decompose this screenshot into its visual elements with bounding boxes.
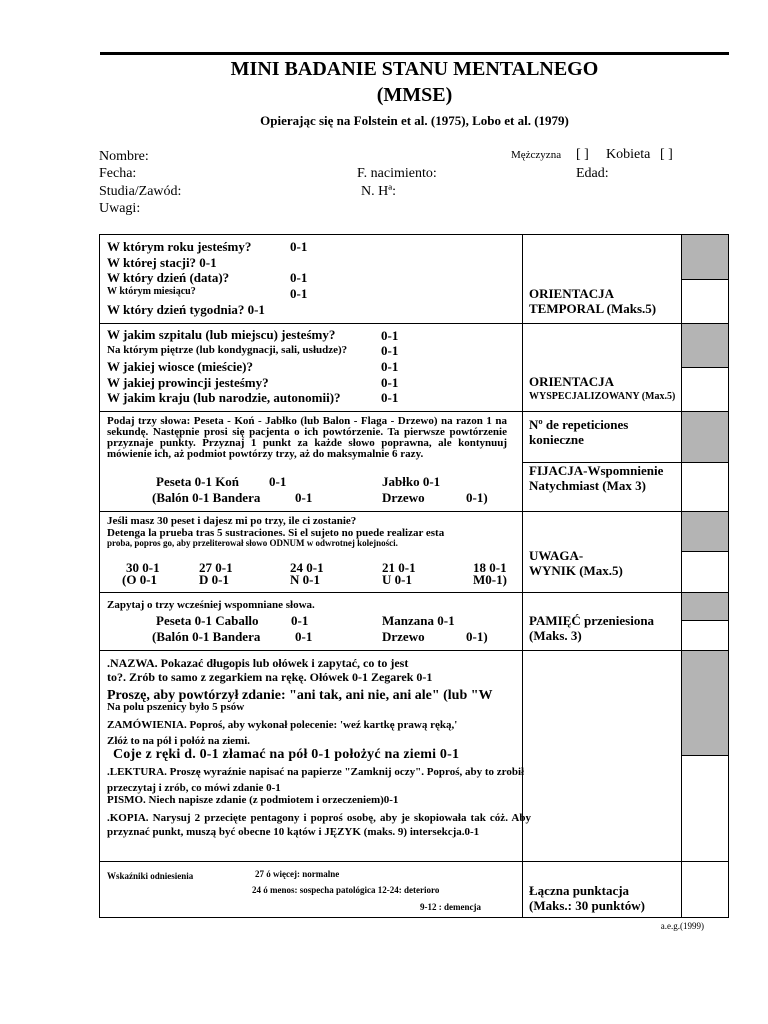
question-date: W który dzień (data)?	[107, 270, 230, 285]
memory-word-6: Drzewo	[382, 629, 425, 644]
score-box-shaded	[682, 324, 728, 367]
language-commands: ZAMÓWIENIA. Poproś, aby wykonał polecenie: 'weź kartkę prawą ręką,'	[107, 719, 458, 731]
score-box-shaded	[682, 593, 728, 620]
language-repeat-alt: Na polu pszenicy było 5 psów	[107, 701, 245, 713]
language-writing: PISMO. Niech napisze zdanie (z podmiotem i orzeczeniem)0-1	[107, 794, 399, 806]
attention-number-5: 18 0-1	[473, 560, 507, 575]
page-title: MINI BADANIE STANU MENTALNEGO	[230, 58, 599, 80]
kobieta-checkbox[interactable]: [ ]	[660, 147, 673, 162]
edad-label: Edad:	[576, 166, 609, 181]
section-label-fixation	[529, 463, 663, 493]
attention-letter-4: U 0-1	[382, 572, 412, 587]
page-title-abbrev: (MMSE)	[376, 84, 453, 106]
score-box-divider	[681, 551, 728, 552]
footer-credit: a.e.g.(1999)	[660, 921, 704, 931]
language-repeat: Proszę, aby powtórzył zdanie: "ani tak, ani nie, ani ale" (lub "W	[107, 688, 493, 703]
score-month: 0-1	[290, 286, 308, 301]
score-box-divider	[681, 279, 728, 280]
score-box-shaded	[682, 235, 728, 279]
attention-number-3: 24 0-1	[290, 560, 324, 575]
reference-label: Wskaźniki odniesienia	[107, 871, 194, 881]
mezczyzna-label: Mężczyzna	[511, 149, 562, 161]
attention-question: Jeśli masz 30 peset i dajesz mi po trzy, ile ci zostanie?	[107, 515, 357, 527]
fixation-score-6: 0-1)	[466, 490, 488, 505]
page-subtitle: Opierając się na Folstein et al. (1975), Lobo et al. (1979)	[260, 113, 569, 128]
attention-letter-2: D 0-1	[199, 572, 229, 587]
fixation-word-3: Jabłko 0-1	[382, 474, 441, 489]
language-naming-2: to?. Zrób to samo z zegarkiem na rękę. Ołówek 0-1 Zegarek 0-1	[107, 670, 433, 684]
question-month: W którym miesiącu?	[107, 286, 196, 297]
repetitions-subtitle: konieczne	[529, 432, 584, 447]
fixation-instructions: Podaj trzy słowa: Peseta - Koń - Jabłko (lub Balon - Flaga - Drzewo) na razon 1 na sekundę. Następnie prosi się pacjenta o ich powtórzenie. Ta pierwsze powtórzenie przyznaje punkty. Przyznaj 1 punkt za każde słowo poprawna, ale kontynuuj mówienie ich, aż podmiot powtórzy trzy, aż do maksymalnie 6 razy.	[107, 415, 507, 460]
question-province: W jakiej prowincji jesteśmy?	[107, 375, 269, 390]
score-country: 0-1	[381, 390, 399, 405]
language-commands-scores: Coje z ręki d. 0-1 złamać na pół 0-1 położyć na ziemi 0-1	[113, 747, 460, 762]
question-hospital: W jakim szpitalu (lub miejscu) jesteśmy?	[107, 327, 336, 342]
repetitions-label	[529, 417, 628, 447]
language-naming-1: .NAZWA. Pokazać długopis lub ołówek i zapytać, co to jest	[107, 656, 409, 670]
question-year: W którym roku jesteśmy?	[107, 239, 252, 254]
attention-letter-3: N 0-1	[290, 572, 320, 587]
memory-score-6: 0-1)	[466, 629, 488, 644]
score-floor: 0-1	[381, 343, 399, 358]
memory-word-4: (Balón 0-1 Bandera	[152, 629, 261, 644]
attention-letter-5: M0-1)	[473, 572, 507, 587]
kobieta-label: Kobieta	[606, 147, 651, 162]
attention-alternative: proba, popros go, aby przeliterował słowo ODNUM w odwrotnej kolejności.	[107, 538, 398, 548]
section-max: (Maks. 3)	[529, 628, 582, 643]
language-reading-2: przeczytaj i zrób, co mówi zdanie 0-1	[107, 782, 281, 794]
uwagi-label: Uwagi:	[99, 201, 141, 216]
section-title: ORIENTACJA	[529, 374, 614, 389]
row-divider	[100, 650, 728, 651]
row-divider	[100, 592, 728, 593]
section-max: TEMPORAL (Maks.5)	[529, 301, 657, 316]
score-box-shaded	[682, 412, 728, 462]
memory-score-2: 0-1	[291, 613, 309, 628]
memory-word-3: Manzana 0-1	[382, 613, 455, 628]
fixation-word-6: Drzewo	[382, 490, 425, 505]
question-season: W której stacji? 0-1	[107, 255, 217, 270]
fixation-score-2: 0-1	[269, 474, 287, 489]
question-floor: Na którym piętrze (lub kondygnacji, sali, usłudze)?	[107, 344, 348, 356]
mezczyzna-checkbox[interactable]: [ ]	[576, 147, 589, 162]
language-reading: .LEKTURA. Proszę wyraźnie napisać na papierze "Zamknij oczy". Poproś, aby to zrobił	[107, 766, 525, 778]
score-year: 0-1	[290, 239, 308, 254]
fixation-word-4: (Balón 0-1 Bandera	[152, 490, 261, 505]
total-title: Łączna punktacja	[529, 883, 630, 898]
section-title: ORIENTACJA	[529, 286, 614, 301]
section-label-attention	[529, 548, 623, 578]
memory-word-1: Peseta 0-1 Caballo	[156, 613, 259, 628]
section-title: UWAGA-	[529, 548, 584, 563]
fixation-score-5: 0-1	[295, 490, 313, 505]
reference-suspicion: 24 ó menos: sospecha patológica 12-24: deterioro	[252, 885, 440, 895]
nombre-label: Nombre:	[99, 149, 149, 164]
score-box-shaded	[682, 651, 728, 755]
question-country: W jakim kraju (lub narodzie, autonomii)?	[107, 390, 341, 405]
reference-dementia: 9-12 : demencja	[420, 902, 481, 912]
section-max: Natychmiast (Max 3)	[529, 478, 646, 493]
section-label-orientation-spatial	[529, 374, 675, 404]
section-title: PAMIĘĆ przeniesiona	[529, 613, 655, 628]
n-ha-label: N. Hª:	[361, 184, 396, 199]
question-town: W jakiej wiosce (mieście)?	[107, 359, 253, 374]
score-hospital: 0-1	[381, 328, 399, 343]
row-divider	[100, 861, 728, 862]
attention-letter-1: (O 0-1	[122, 572, 158, 587]
studia-label: Studia/Zawód:	[99, 184, 182, 199]
fixation-word-1: Peseta 0-1 Koń	[156, 474, 240, 489]
language-commands-2: Złóż to na pół i połóż na ziemi.	[107, 735, 250, 747]
repetitions-title: Nº de repeticiones	[529, 417, 629, 432]
attention-number-2: 27 0-1	[199, 560, 233, 575]
section-max: WYSPECJALIZOWANY (Max.5)	[529, 391, 676, 402]
row-divider	[100, 411, 728, 412]
memory-score-5: 0-1	[295, 629, 313, 644]
memory-question: Zapytaj o trzy wcześniej wspomniane słowa.	[107, 599, 315, 611]
attention-number-4: 21 0-1	[382, 560, 416, 575]
score-province: 0-1	[381, 375, 399, 390]
score-box-divider	[681, 620, 728, 621]
row-divider	[100, 511, 728, 512]
section-title: FIJACJA-Wspomnienie	[529, 463, 664, 478]
f-nacimiento-label: F. nacimiento:	[357, 166, 437, 181]
score-box-shaded	[682, 512, 728, 551]
title-rule	[100, 52, 729, 55]
reference-normal: 27 ó więcej: normalne	[255, 869, 340, 879]
score-town: 0-1	[381, 359, 399, 374]
attention-instruction: Detenga la prueba tras 5 sustraciones. Si el sujeto no puede realizar esta	[107, 527, 445, 539]
total-score-label	[529, 883, 645, 913]
score-box-divider	[681, 367, 728, 368]
section-label-memory	[529, 613, 654, 643]
fecha-label: Fecha:	[99, 166, 137, 181]
row-divider	[100, 323, 728, 324]
section-max: WYNIK (Max.5)	[529, 563, 623, 578]
language-copy: .KOPIA. Narysuj 2 przecięte pentagony i poproś osobę, aby je skopiowała tak cóż. Aby przyznać punkt, muszą być obecne 10 kątów i JĘZYK (maks. 9) intersekcja.0-1	[107, 812, 531, 838]
score-box-divider	[681, 755, 728, 756]
score-date: 0-1	[290, 270, 308, 285]
question-weekday: W który dzień tygodnia? 0-1	[107, 302, 265, 317]
section-label-orientation-temporal	[529, 286, 656, 316]
total-max: (Maks.: 30 punktów)	[529, 898, 645, 913]
attention-number-1: 30 0-1	[126, 560, 160, 575]
